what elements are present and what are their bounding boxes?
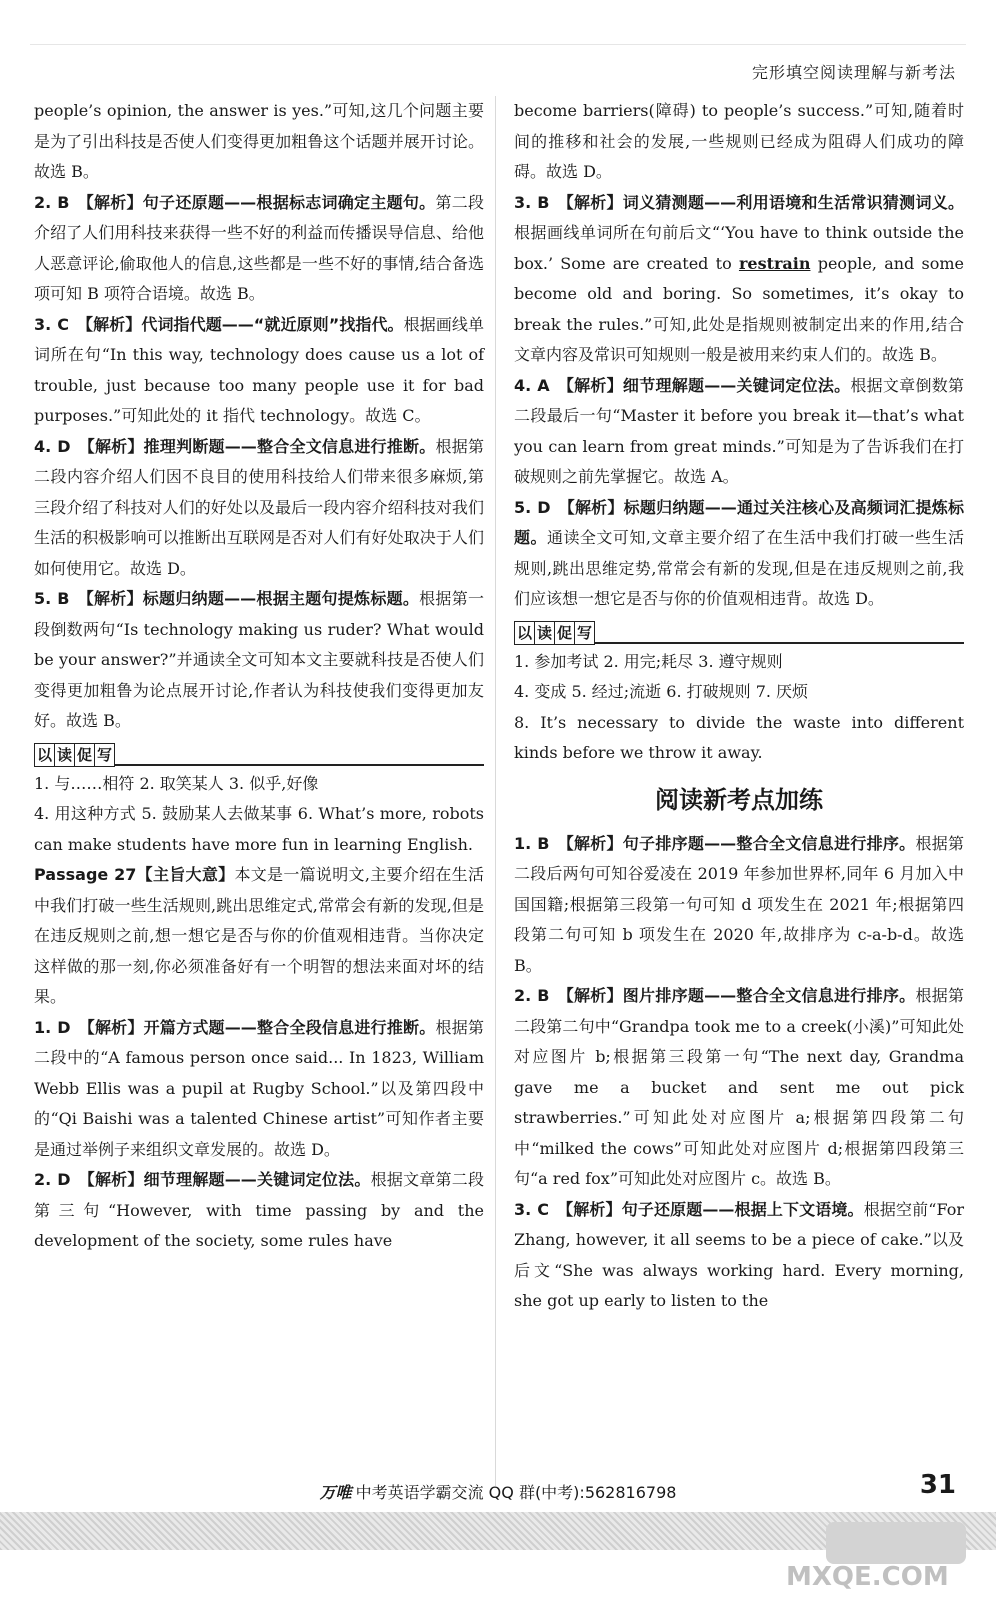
answer-item: 4. A 【解析】细节理解题——关键词定位法。根据文章倒数第二段最后一句“Master it before you break it—that’s what you can learn from great minds.”可知是为了告诉我们在打破规则之前先掌握它。故选 A。 bbox=[514, 375, 964, 486]
underlined-word: restrain bbox=[738, 253, 811, 273]
section-title: 阅读新考点加练 bbox=[655, 785, 823, 814]
write-line: 4. 变成 5. 经过;流逝 6. 打破规则 7. 厌烦 bbox=[514, 682, 809, 701]
answer-item: 2. B 【解析】图片排序题——整合全文信息进行排序。根据第二段第二句中“Grandpa took me to a creek(小溪)”可知此处对应图片 b;根据第三段第一句“The next day, Grandma gave me a bucket and sent me out pick strawberries.”可知此处对应图片 a;根据第四段第二句中“milked the cows”可知此处对应图片 d;根据第四段第三句“a red fox”可知此处对应图片 c。故选 B。 bbox=[514, 986, 964, 1188]
answer-list-2 bbox=[514, 829, 964, 1317]
watermark-logo-icon bbox=[826, 1522, 966, 1564]
answer-item: 5. D 【解析】标题归纳题——通过关注核心及高频词汇提炼标题。通读全文可知,文章主要介绍了在生活中我们打破一些生活规则,跳出思维定势,常常会有新的发现,但是在违反规则之前,我们应该想一想它是否与你的价值观相违背。故选 D。 bbox=[514, 497, 964, 608]
intro-paragraph: people’s opinion, the answer is yes.”可知,这几个问题主要是为了引出科技是否使人们变得更加粗鲁这个话题并展开讨论。故选 B。 bbox=[34, 101, 484, 181]
section-label-read-write: 以 读 促 写 bbox=[514, 621, 964, 645]
answer-item: 3. B 【解析】词义猜测题——利用语境和生活常识猜测词义。根据画线单词所在句前后文“‘You have to think outside the box.’ Some are created to restrain people, and some become old and boring. So sometimes, it’s okay to break the rules.”可知,此处是指规则被制定出来的作用,结合文章内容及常识可知规则一般是被用来约束人们的。故选 B。 bbox=[514, 192, 964, 364]
write-line: 8. It’s necessary to divide the waste into different kinds before we throw it away. bbox=[514, 712, 964, 762]
answer-list-2 bbox=[34, 1013, 484, 1257]
write-line: 4. 用这种方式 5. 鼓励某人去做某事 6. What’s more, robots can make students have more fun in learning English. bbox=[34, 804, 484, 854]
write-line: 1. 与……相符 2. 取笑某人 3. 似乎,好像 bbox=[34, 773, 319, 793]
answer-item: 3. C 【解析】句子还原题——根据上下文语境。根据空前“For Zhang, however, it all seems to be a piece of cake.”以及后文“She was always working hard. Every morning, she got up early to listen to the bbox=[514, 1199, 964, 1310]
watermark-text: MXQE.COM bbox=[786, 1562, 949, 1592]
running-header: 完形填空阅读理解与新考法 bbox=[751, 63, 956, 82]
footer bbox=[0, 1480, 996, 1510]
page-number: 31 bbox=[919, 1470, 956, 1500]
footer-text: 中考英语学霸交流 QQ 群(中考):562816798 bbox=[355, 1483, 677, 1502]
header-rule bbox=[30, 44, 966, 45]
answer-item: 1. B 【解析】句子排序题——整合全文信息进行排序。根据第二段后两句可知谷爱凌在 2019 年参加世界杯,同年 6 月加入中国国籍;根据第三段第一句可知 d 项发生在 2021 年;根据第四段第二句可知 b 项发生在 2020 年,故排序为 c-a-b-d。故选 B。 bbox=[514, 833, 964, 975]
answer-item: 1. D 【解析】开篇方式题——整合全段信息进行推断。根据第二段中的“A famous person once said... In 1823, William Webb Ellis was a pupil at Rugby School.”以及第四段中的“Qi Baishi was a talented Chinese artist”可知作者主要是通过举例子来组织文章发展的。故选 D。 bbox=[34, 1017, 484, 1159]
brand-logo: 万唯 bbox=[319, 1483, 352, 1502]
answer-item: 2. D 【解析】细节理解题——关键词定位法。根据文章第二段第三句“However, with time passing by and the development of the society, some rules have bbox=[34, 1170, 484, 1250]
passage-summary: Passage 27【主旨大意】本文是一篇说明文,主要介绍在生活中我们打破一些生活规则,跳出思维定式,常常会有新的发现,但是在违反规则之前,想一想它是否与你的价值观相违背。当你决定这样做的那一刻,你必须准备好有一个明智的想法来面对坏的结果。 bbox=[34, 865, 484, 1006]
answer-list-1 bbox=[514, 188, 964, 615]
site-watermark bbox=[786, 1522, 976, 1592]
right-column bbox=[514, 96, 964, 1317]
answer-item: 5. B 【解析】标题归纳题——根据主题句提炼标题。根据第一段倒数两句“Is technology making us ruder? What would be your answer?”并通读全文可知本文主要就科技是否使人们变得更加粗鲁为论点展开讨论,作者认为科技使我们变得更加友好。故选 B。 bbox=[34, 589, 484, 730]
answer-item: 3. C 【解析】代词指代题——“就近原则”找指代。根据画线单词所在句“In this way, technology does cause us a lot of trouble, just because too many people use it for bad purposes.”可知此处的 it 指代 technology。故选 C。 bbox=[34, 314, 484, 425]
intro-paragraph: become barriers(障碍) to people’s success.”可知,随着时间的推移和社会的发展,一些规则已经成为阻碍人们成功的障碍。故选 D。 bbox=[514, 101, 964, 181]
left-column bbox=[34, 96, 484, 1257]
write-line: 1. 参加考试 2. 用完;耗尽 3. 遵守规则 bbox=[514, 651, 783, 671]
section-label-read-write: 以 读 促 写 bbox=[34, 743, 484, 767]
answer-list-1 bbox=[34, 188, 484, 737]
column-divider bbox=[495, 96, 496, 1486]
answer-item: 2. B 【解析】句子还原题——根据标志词确定主题句。第二段介绍了人们用科技来获得一些不好的利益而传播误导信息、给他人恶意评论,偷取他人的信息,这些都是一些不好的事情,结合备选项可知 B 项符合语境。故选 B。 bbox=[34, 192, 484, 303]
answer-item: 4. D 【解析】推理判断题——整合全文信息进行推断。根据第二段内容介绍人们因不良目的使用科技给人们带来很多麻烦,第三段介绍了科技对人们的好处以及最后一段内容介绍科技对我们生活的积极影响可以推断出互联网是否对人们有好处取决于人们如何使用它。故选 D。 bbox=[34, 436, 484, 578]
